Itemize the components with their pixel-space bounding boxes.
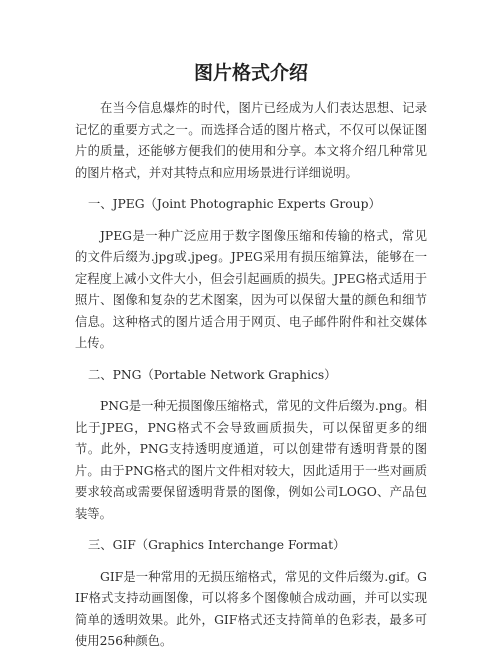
section-body-png: PNG是一种无损图像压缩格式，常见的文件后缀为.png。相比于JPEG，PNG格式不会导致画质损失，可以保留更多的细节。此外，PNG支持透明度通道，可以创建带有透明背景的图片。由于PNG格式的图片文件相对较大，因此适用于一些对画质要求较高或需要保留透明背景的图像，例如公司LOGO、产品包装等。 [75, 399, 427, 521]
section-body-jpeg: JPEG是一种广泛应用于数字图像压缩和传输的格式，常见的文件后缀为.jpg或.jpeg。JPEG采用有损压缩算法，能够在一定程度上减小文件大小，但会引起画质的损失。JPEG格式适用于照片、图像和复杂的艺术图案，因为可以保留大量的颜色和细节信息。这种格式的图片适合用于网页、电子邮件附件和社交媒体上传。 [75, 228, 427, 350]
section-heading-gif: 三、GIF（Graphics Interchange Format） [88, 538, 346, 552]
section-body-gif: GIF是一种常用的无损压缩格式，常见的文件后缀为.gif。GIF格式支持动画图像，可以将多个图像帧合成动画，并可以实现简单的透明效果。此外，GIF格式还支持简单的色彩表，最多可使用256种颜色。 [75, 569, 427, 648]
section-heading-png: 二、PNG（Portable Network Graphics） [88, 367, 337, 382]
document-title: 图片格式介绍 [193, 62, 308, 84]
section-heading-jpeg: 一、JPEG（Joint Photographic Experts Group） [88, 197, 381, 211]
intro-paragraph: 在当今信息爆炸的时代，图片已经成为人们表达思想、记录记忆的重要方式之一。而选择合适的图片格式，不仅可以保证图片的质量，还能够方便我们的使用和分享。本文将介绍几种常见的图片格式，并对其特点和应用场景进行详细说明。 [75, 101, 427, 180]
